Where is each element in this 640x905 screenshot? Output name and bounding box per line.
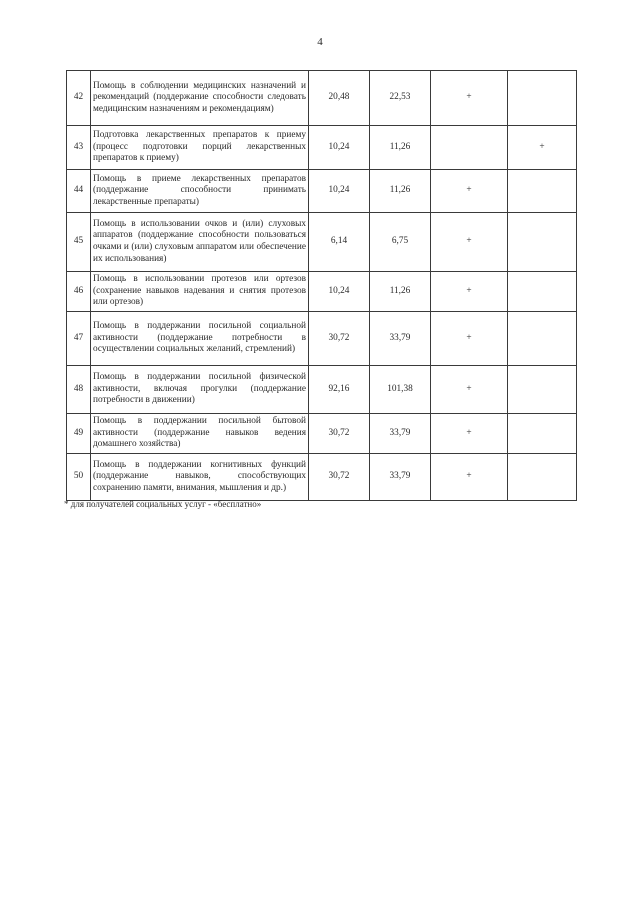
service-description: Помощь в использовании протезов или ортезов (сохранение навыков надевания и снятия протезов или ортезов) (91, 272, 309, 312)
table-row (67, 312, 577, 366)
mark-cell (508, 312, 577, 366)
row-number: 43 (67, 126, 91, 170)
service-description: Помощь в поддержании посильной бытовой активности (поддержание навыков ведения домашнего хозяйства) (91, 414, 309, 454)
price-with-vat-value: 101,38 (370, 366, 431, 414)
price-value: 30,72 (309, 414, 370, 454)
row-number: 42 (67, 71, 91, 126)
mark-cell: + (431, 312, 508, 366)
service-description: Подготовка лекарственных препаратов к приему (процесс подготовки порций лекарственных препаратов к приему) (91, 126, 309, 170)
row-number: 45 (67, 213, 91, 272)
mark-cell (508, 272, 577, 312)
service-description: Помощь в приеме лекарственных препаратов (поддержание способности принимать лекарственные препараты) (91, 170, 309, 213)
service-description: Помощь в использовании очков и (или) слуховых аппаратов (поддержание способности пользоваться очками и (или) слуховым аппаратом или обеспечение их использования) (91, 213, 309, 272)
price-value: 30,72 (309, 454, 370, 501)
mark-cell: + (431, 454, 508, 501)
service-description: Помощь в поддержании посильной физической активности, включая прогулки (поддержание потребности в движении) (91, 366, 309, 414)
price-value: 30,72 (309, 312, 370, 366)
table-row (67, 414, 577, 454)
price-with-vat-value: 6,75 (370, 213, 431, 272)
price-with-vat-value: 33,79 (370, 312, 431, 366)
footnote: * для получателей социальных услуг - «бесплатно» (64, 499, 262, 509)
price-value: 6,14 (309, 213, 370, 272)
price-with-vat-value: 33,79 (370, 414, 431, 454)
table-row (67, 71, 577, 126)
row-number: 46 (67, 272, 91, 312)
mark-cell: + (431, 366, 508, 414)
mark-cell (508, 213, 577, 272)
price-with-vat-value: 11,26 (370, 126, 431, 170)
table-row (67, 272, 577, 312)
service-description: Помощь в поддержании когнитивных функций (поддержание навыков, способствующих сохранению памяти, внимания, мышления и др.) (91, 454, 309, 501)
table-row (67, 366, 577, 414)
table-row (67, 170, 577, 213)
price-value: 20,48 (309, 71, 370, 126)
mark-cell: + (508, 126, 577, 170)
mark-cell: + (431, 414, 508, 454)
mark-cell (431, 126, 508, 170)
mark-cell: + (431, 272, 508, 312)
row-number: 49 (67, 414, 91, 454)
mark-cell (508, 366, 577, 414)
services-table (66, 70, 577, 501)
table-row (67, 454, 577, 501)
mark-cell: + (431, 71, 508, 126)
table-row (67, 126, 577, 170)
price-with-vat-value: 11,26 (370, 272, 431, 312)
price-with-vat-value: 11,26 (370, 170, 431, 213)
page-number: 4 (317, 36, 323, 48)
row-number: 44 (67, 170, 91, 213)
price-with-vat-value: 22,53 (370, 71, 431, 126)
service-description: Помощь в соблюдении медицинских назначений и рекомендаций (поддержание способности следовать медицинским назначениям и рекомендациям) (91, 71, 309, 126)
mark-cell: + (431, 213, 508, 272)
row-number: 47 (67, 312, 91, 366)
service-description: Помощь в поддержании посильной социальной активности (поддержание потребности в осуществлении социальных желаний, стремлений) (91, 312, 309, 366)
mark-cell (508, 454, 577, 501)
table-row (67, 213, 577, 272)
mark-cell (508, 71, 577, 126)
mark-cell: + (431, 170, 508, 213)
price-value: 10,24 (309, 126, 370, 170)
price-value: 10,24 (309, 170, 370, 213)
price-with-vat-value: 33,79 (370, 454, 431, 501)
row-number: 50 (67, 454, 91, 501)
row-number: 48 (67, 366, 91, 414)
mark-cell (508, 414, 577, 454)
price-value: 10,24 (309, 272, 370, 312)
mark-cell (508, 170, 577, 213)
price-value: 92,16 (309, 366, 370, 414)
